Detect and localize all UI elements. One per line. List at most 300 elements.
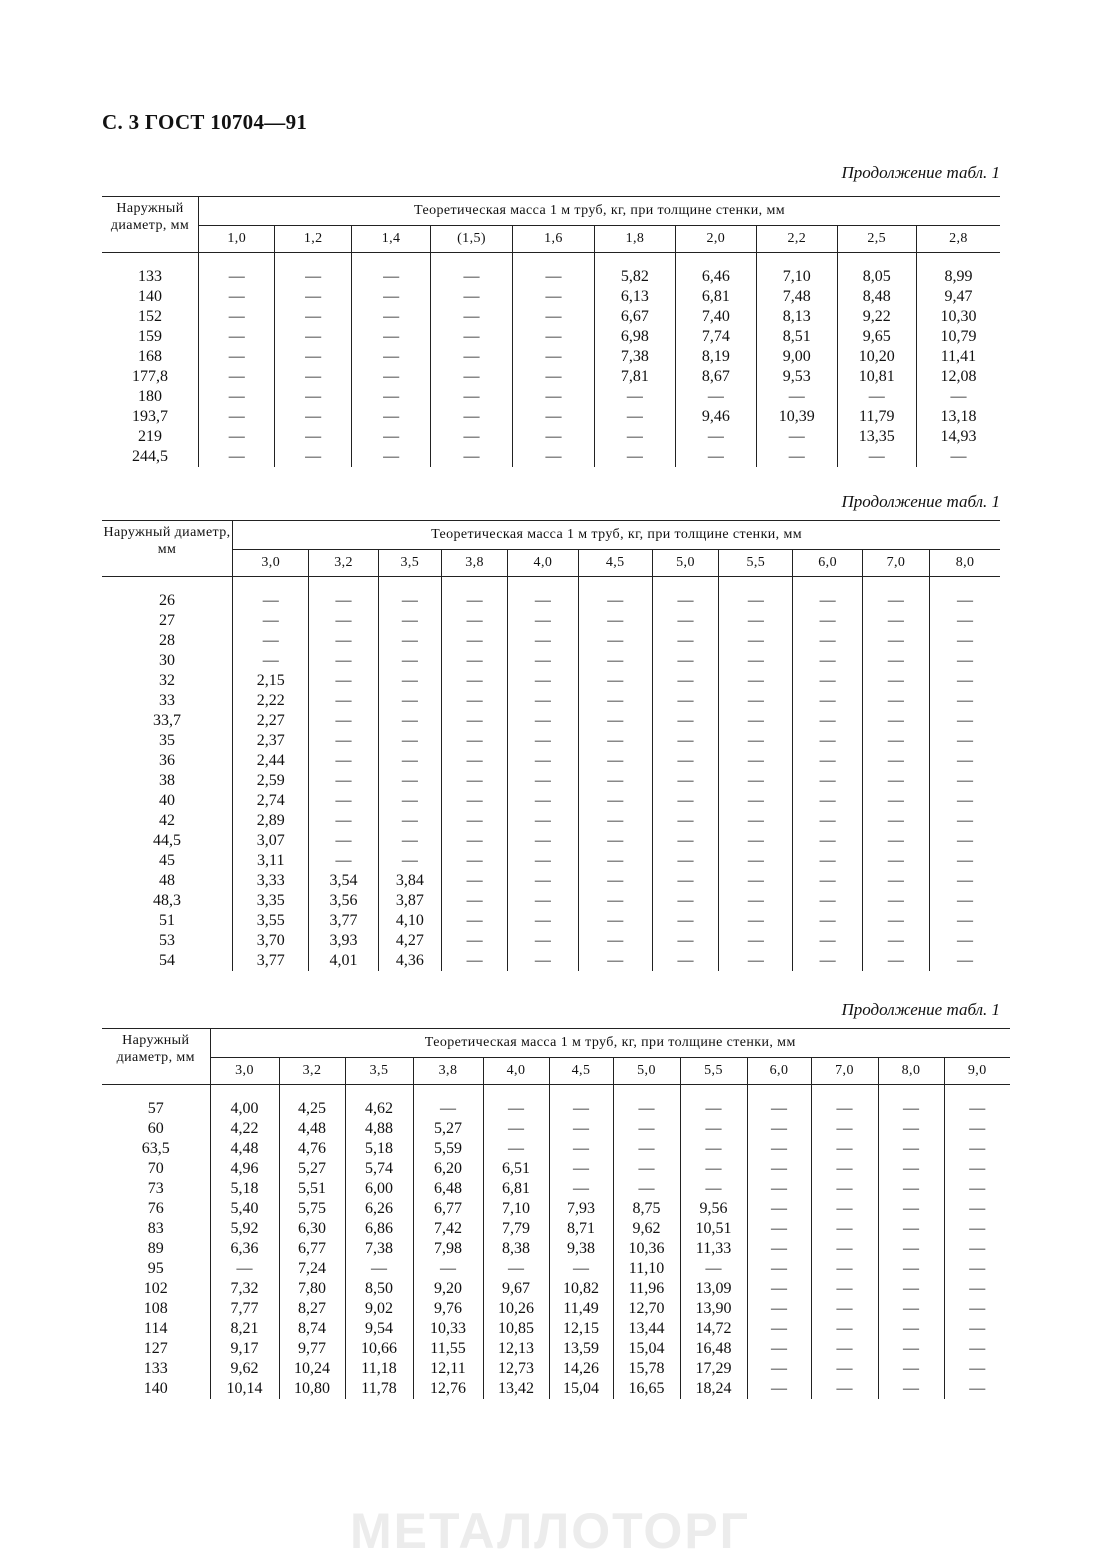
- table-row: [102, 307, 1000, 327]
- mass-cell: —: [441, 671, 507, 691]
- mass-cell: —: [811, 1199, 878, 1219]
- mass-cell: —: [930, 671, 1000, 691]
- mass-cell: —: [719, 791, 793, 811]
- table-row: [102, 931, 1000, 951]
- mass-cell: —: [944, 1319, 1010, 1339]
- diameter-cell: 180: [138, 388, 163, 405]
- mass-cell: 4,96: [210, 1159, 279, 1179]
- table-row: [102, 711, 1000, 731]
- mass-cell: —: [675, 387, 756, 407]
- mass-cell: —: [613, 1099, 680, 1119]
- mass-cell: 8,48: [837, 287, 916, 307]
- mass-cell: 8,19: [675, 347, 756, 367]
- table-row: [102, 387, 1000, 407]
- mass-cell: —: [512, 427, 594, 447]
- mass-cell: 8,75: [613, 1199, 680, 1219]
- mass-cell: 3,56: [309, 891, 378, 911]
- mass-cell: —: [793, 891, 862, 911]
- mass-cell: —: [508, 651, 578, 671]
- mass-cell: —: [793, 811, 862, 831]
- mass-cell: —: [508, 611, 578, 631]
- mass-cell: —: [811, 1299, 878, 1319]
- mass-cell: 9,53: [757, 367, 837, 387]
- continuation-label: Продолжение табл. 1: [841, 163, 1000, 182]
- mass-cell: —: [508, 951, 578, 971]
- mass-cell: —: [930, 891, 1000, 911]
- mass-cell: —: [793, 871, 862, 891]
- mass-cell: —: [930, 911, 1000, 931]
- mass-cell: 8,27: [279, 1299, 345, 1319]
- mass-cell: —: [747, 1259, 811, 1279]
- diameter-cell: 177,8: [132, 368, 169, 385]
- mass-cell: —: [275, 447, 351, 467]
- mass-cell: —: [652, 751, 718, 771]
- thickness-header: 3,5: [345, 1058, 413, 1085]
- mass-cell: 3,77: [233, 951, 309, 971]
- mass-cell: 10,36: [613, 1239, 680, 1259]
- mass-cell: —: [512, 347, 594, 367]
- mass-table: [102, 520, 1000, 971]
- mass-cell: —: [549, 1259, 613, 1279]
- mass-cell: 11,96: [613, 1279, 680, 1299]
- mass-cell: —: [441, 691, 507, 711]
- mass-cell: —: [944, 1339, 1010, 1359]
- table-row: [102, 367, 1000, 387]
- mass-cell: —: [351, 407, 430, 427]
- mass-cell: 5,51: [279, 1179, 345, 1199]
- mass-cell: —: [757, 387, 837, 407]
- mass-cell: —: [441, 911, 507, 931]
- mass-cell: —: [652, 771, 718, 791]
- mass-cell: —: [930, 651, 1000, 671]
- mass-cell: —: [441, 851, 507, 871]
- mass-cell: —: [719, 871, 793, 891]
- mass-cell: 9,47: [916, 287, 1000, 307]
- mass-cell: 6,86: [345, 1219, 413, 1239]
- mass-cell: —: [719, 891, 793, 911]
- mass-cell: 7,77: [210, 1299, 279, 1319]
- mass-cell: 12,11: [413, 1359, 483, 1379]
- mass-cell: 2,44: [233, 751, 309, 771]
- table-row: [102, 287, 1000, 307]
- mass-cell: —: [719, 691, 793, 711]
- mass-cell: —: [345, 1259, 413, 1279]
- mass-cell: —: [680, 1119, 747, 1139]
- mass-cell: 16,48: [680, 1339, 747, 1359]
- mass-cell: —: [378, 691, 441, 711]
- table-row: [102, 1319, 1010, 1339]
- mass-cell: —: [652, 811, 718, 831]
- mass-cell: 6,48: [413, 1179, 483, 1199]
- mass-cell: —: [747, 1359, 811, 1379]
- mass-cell: —: [944, 1279, 1010, 1299]
- mass-cell: 6,98: [595, 327, 675, 347]
- mass-cell: 9,76: [413, 1299, 483, 1319]
- mass-cell: —: [441, 611, 507, 631]
- table-row: [102, 851, 1000, 871]
- table-row: [102, 1179, 1010, 1199]
- mass-cell: —: [930, 591, 1000, 611]
- mass-cell: —: [351, 447, 430, 467]
- mass-cell: —: [508, 591, 578, 611]
- thickness-header: 3,8: [441, 550, 507, 577]
- continuation-label: Продолжение табл. 1: [841, 1000, 1000, 1019]
- mass-cell: 5,74: [345, 1159, 413, 1179]
- mass-cell: —: [878, 1319, 944, 1339]
- mass-cell: —: [508, 931, 578, 951]
- mass-cell: 7,93: [549, 1199, 613, 1219]
- mass-cell: 5,27: [279, 1159, 345, 1179]
- table-row: [102, 1259, 1010, 1279]
- mass-cell: —: [578, 671, 652, 691]
- table-row: [102, 951, 1000, 971]
- thickness-header: 4,5: [549, 1058, 613, 1085]
- mass-cell: —: [652, 911, 718, 931]
- mass-cell: —: [378, 731, 441, 751]
- mass-cell: —: [862, 951, 929, 971]
- thickness-header: 1,0: [199, 226, 275, 253]
- mass-cell: —: [862, 891, 929, 911]
- mass-cell: —: [878, 1339, 944, 1359]
- mass-cell: —: [578, 631, 652, 651]
- mass-cell: —: [431, 447, 512, 467]
- mass-cell: —: [675, 447, 756, 467]
- mass-cell: —: [944, 1259, 1010, 1279]
- mass-cell: 8,50: [345, 1279, 413, 1299]
- mass-cell: 11,49: [549, 1299, 613, 1319]
- diameter-cell: 36: [159, 752, 176, 769]
- mass-cell: —: [378, 831, 441, 851]
- mass-cell: —: [578, 891, 652, 911]
- mass-cell: —: [747, 1379, 811, 1399]
- diameter-cell: 54: [159, 952, 176, 969]
- diameter-cell: 127: [143, 1340, 168, 1357]
- mass-cell: —: [351, 427, 430, 447]
- mass-cell: 4,62: [345, 1099, 413, 1119]
- diameter-cell: 95: [147, 1260, 164, 1277]
- mass-cell: —: [309, 711, 378, 731]
- mass-cell: 12,13: [483, 1339, 549, 1359]
- mass-cell: —: [431, 367, 512, 387]
- mass-cell: 3,54: [309, 871, 378, 891]
- mass-cell: 11,41: [916, 347, 1000, 367]
- table-row: [102, 731, 1000, 751]
- mass-cell: —: [275, 287, 351, 307]
- mass-cell: —: [431, 267, 512, 287]
- mass-cell: —: [441, 711, 507, 731]
- mass-cell: —: [309, 651, 378, 671]
- mass-cell: —: [441, 951, 507, 971]
- mass-cell: —: [793, 671, 862, 691]
- mass-cell: —: [878, 1259, 944, 1279]
- mass-cell: —: [508, 751, 578, 771]
- mass-cell: —: [719, 751, 793, 771]
- mass-cell: —: [613, 1179, 680, 1199]
- mass-cell: —: [793, 711, 862, 731]
- mass-cell: —: [199, 407, 275, 427]
- mass-cell: —: [441, 751, 507, 771]
- diameter-cell: 35: [159, 732, 176, 749]
- mass-cell: 8,05: [837, 267, 916, 287]
- mass-cell: —: [862, 691, 929, 711]
- diameter-cell: 57: [147, 1100, 164, 1117]
- mass-cell: —: [944, 1219, 1010, 1239]
- diameter-cell: 38: [159, 772, 176, 789]
- table-row: [102, 1099, 1010, 1119]
- mass-cell: —: [793, 611, 862, 631]
- table-row: [102, 1199, 1010, 1219]
- mass-cell: 10,82: [549, 1279, 613, 1299]
- thickness-header: 5,0: [652, 550, 718, 577]
- table-row: [102, 1119, 1010, 1139]
- diameter-cell: 76: [147, 1200, 164, 1217]
- mass-cell: 15,78: [613, 1359, 680, 1379]
- mass-cell: —: [916, 387, 1000, 407]
- mass-cell: 5,92: [210, 1219, 279, 1239]
- mass-cell: —: [378, 851, 441, 871]
- mass-cell: 3,84: [378, 871, 441, 891]
- mass-cell: —: [930, 791, 1000, 811]
- mass-cell: —: [351, 287, 430, 307]
- mass-cell: —: [309, 791, 378, 811]
- mass-cell: —: [719, 771, 793, 791]
- mass-cell: —: [811, 1239, 878, 1259]
- mass-cell: 8,38: [483, 1239, 549, 1259]
- table-row: [102, 1379, 1010, 1399]
- table-row: [102, 831, 1000, 851]
- mass-cell: 3,93: [309, 931, 378, 951]
- mass-cell: —: [747, 1299, 811, 1319]
- mass-cell: 13,90: [680, 1299, 747, 1319]
- mass-cell: —: [930, 711, 1000, 731]
- mass-cell: —: [578, 831, 652, 851]
- mass-cell: —: [719, 591, 793, 611]
- mass-cell: —: [747, 1219, 811, 1239]
- mass-cell: —: [275, 367, 351, 387]
- table-row: [102, 891, 1000, 911]
- mass-cell: 10,14: [210, 1379, 279, 1399]
- mass-cell: —: [862, 811, 929, 831]
- mass-cell: —: [878, 1239, 944, 1259]
- diameter-cell: 140: [143, 1380, 168, 1397]
- mass-cell: —: [944, 1119, 1010, 1139]
- mass-cell: 13,35: [837, 427, 916, 447]
- diameter-cell: 83: [147, 1220, 164, 1237]
- mass-cell: 8,74: [279, 1319, 345, 1339]
- mass-cell: 9,77: [279, 1339, 345, 1359]
- mass-cell: —: [441, 831, 507, 851]
- mass-cell: —: [309, 811, 378, 831]
- mass-cell: —: [613, 1139, 680, 1159]
- mass-cell: —: [275, 387, 351, 407]
- mass-cell: —: [508, 891, 578, 911]
- table-row: [102, 631, 1000, 651]
- mass-cell: —: [811, 1099, 878, 1119]
- diameter-cell: 45: [159, 852, 176, 869]
- mass-cell: —: [719, 611, 793, 631]
- mass-cell: 9,38: [549, 1239, 613, 1259]
- mass-cell: —: [613, 1119, 680, 1139]
- mass-cell: 6,77: [413, 1199, 483, 1219]
- mass-cell: 7,10: [757, 267, 837, 287]
- mass-cell: —: [652, 691, 718, 711]
- mass-cell: —: [275, 307, 351, 327]
- mass-cell: 9,22: [837, 307, 916, 327]
- mass-cell: 2,15: [233, 671, 309, 691]
- mass-cell: —: [309, 591, 378, 611]
- mass-cell: 2,59: [233, 771, 309, 791]
- mass-cell: 7,38: [345, 1239, 413, 1259]
- mass-cell: —: [747, 1179, 811, 1199]
- mass-cell: 11,79: [837, 407, 916, 427]
- thickness-header: 3,5: [378, 550, 441, 577]
- mass-cell: —: [680, 1179, 747, 1199]
- diameter-cell: 114: [144, 1320, 168, 1337]
- mass-cell: —: [747, 1239, 811, 1259]
- table-row: [102, 427, 1000, 447]
- mass-cell: —: [578, 731, 652, 751]
- mass-cell: 15,04: [613, 1339, 680, 1359]
- mass-cell: —: [811, 1339, 878, 1359]
- mass-cell: —: [652, 711, 718, 731]
- table-row: [102, 1139, 1010, 1159]
- thickness-header: 2,2: [757, 226, 837, 253]
- mass-cell: —: [275, 347, 351, 367]
- diameter-cell: 60: [147, 1120, 164, 1137]
- thickness-header: 4,0: [508, 550, 578, 577]
- mass-cell: 17,29: [680, 1359, 747, 1379]
- mass-cell: 4,48: [279, 1119, 345, 1139]
- mass-cell: —: [441, 771, 507, 791]
- mass-cell: —: [351, 347, 430, 367]
- mass-cell: 6,67: [595, 307, 675, 327]
- mass-cell: —: [793, 591, 862, 611]
- mass-cell: —: [878, 1199, 944, 1219]
- mass-cell: —: [441, 811, 507, 831]
- mass-cell: —: [944, 1239, 1010, 1259]
- mass-cell: —: [441, 591, 507, 611]
- mass-cell: —: [431, 327, 512, 347]
- watermark: МЕТАЛЛОТОРГ: [349, 1503, 751, 1559]
- diameter-cell: 152: [138, 308, 163, 325]
- mass-cell: —: [862, 931, 929, 951]
- mass-cell: 10,24: [279, 1359, 345, 1379]
- mass-cell: —: [811, 1219, 878, 1239]
- mass-cell: —: [862, 751, 929, 771]
- mass-cell: —: [441, 651, 507, 671]
- diameter-cell: 159: [138, 328, 163, 345]
- diameter-cell: 219: [138, 428, 163, 445]
- mass-cell: 4,36: [378, 951, 441, 971]
- mass-cell: —: [233, 591, 309, 611]
- mass-cell: —: [652, 871, 718, 891]
- mass-cell: —: [549, 1179, 613, 1199]
- mass-cell: 7,10: [483, 1199, 549, 1219]
- mass-cell: 10,30: [916, 307, 1000, 327]
- mass-cell: —: [747, 1199, 811, 1219]
- mass-cell: —: [578, 591, 652, 611]
- mass-cell: —: [483, 1139, 549, 1159]
- mass-cell: —: [431, 347, 512, 367]
- table-row: [102, 671, 1000, 691]
- mass-cell: —: [508, 811, 578, 831]
- mass-cell: 13,44: [613, 1319, 680, 1339]
- mass-cell: 16,65: [613, 1379, 680, 1399]
- mass-cell: 3,35: [233, 891, 309, 911]
- mass-cell: 7,40: [675, 307, 756, 327]
- diameter-cell: 42: [159, 812, 176, 829]
- mass-cell: 9,67: [483, 1279, 549, 1299]
- mass-cell: 18,24: [680, 1379, 747, 1399]
- table-row: [102, 691, 1000, 711]
- mass-cell: —: [793, 851, 862, 871]
- mass-cell: 4,01: [309, 951, 378, 971]
- mass-cell: 5,40: [210, 1199, 279, 1219]
- mass-cell: —: [878, 1119, 944, 1139]
- mass-cell: —: [595, 447, 675, 467]
- diameter-cell: 89: [147, 1240, 164, 1257]
- mass-cell: —: [199, 447, 275, 467]
- mass-cell: —: [878, 1099, 944, 1119]
- thickness-header: 8,0: [930, 550, 1000, 577]
- mass-cell: 9,62: [210, 1359, 279, 1379]
- thickness-header: 3,2: [309, 550, 378, 577]
- mass-cell: —: [811, 1259, 878, 1279]
- mass-cell: —: [199, 347, 275, 367]
- mass-cell: —: [199, 367, 275, 387]
- mass-cell: —: [930, 831, 1000, 851]
- thickness-header: 4,0: [483, 1058, 549, 1085]
- mass-cell: —: [930, 691, 1000, 711]
- mass-cell: —: [233, 651, 309, 671]
- mass-cell: —: [930, 951, 1000, 971]
- mass-cell: —: [837, 447, 916, 467]
- diameter-cell: 53: [159, 932, 176, 949]
- mass-cell: —: [747, 1139, 811, 1159]
- mass-cell: —: [508, 671, 578, 691]
- thickness-header: 2,0: [675, 226, 756, 253]
- mass-cell: —: [680, 1099, 747, 1119]
- mass-cell: —: [862, 671, 929, 691]
- table-row: [102, 771, 1000, 791]
- mass-cell: 9,62: [613, 1219, 680, 1239]
- mass-cell: —: [309, 831, 378, 851]
- mass-header: Теоретическая масса 1 м труб, кг, при толщине стенки, мм: [199, 197, 1000, 226]
- mass-cell: 8,71: [549, 1219, 613, 1239]
- mass-cell: —: [719, 631, 793, 651]
- table-row: [102, 611, 1000, 631]
- mass-cell: —: [862, 711, 929, 731]
- mass-cell: —: [811, 1319, 878, 1339]
- mass-cell: —: [793, 651, 862, 671]
- mass-cell: —: [652, 631, 718, 651]
- table-row: [102, 1239, 1010, 1259]
- table-row: [102, 591, 1000, 611]
- mass-cell: —: [275, 327, 351, 347]
- table-row: [102, 871, 1000, 891]
- mass-cell: —: [944, 1139, 1010, 1159]
- diameter-cell: 63,5: [141, 1140, 170, 1157]
- mass-cell: —: [309, 851, 378, 871]
- mass-cell: 13,59: [549, 1339, 613, 1359]
- mass-cell: 10,79: [916, 327, 1000, 347]
- diameter-header: Наружный диаметр, мм: [102, 521, 233, 577]
- mass-cell: —: [930, 731, 1000, 751]
- mass-header: Теоретическая масса 1 м труб, кг, при толщине стенки, мм: [210, 1029, 1010, 1058]
- mass-table: [102, 196, 1000, 467]
- mass-cell: —: [944, 1179, 1010, 1199]
- mass-cell: —: [652, 591, 718, 611]
